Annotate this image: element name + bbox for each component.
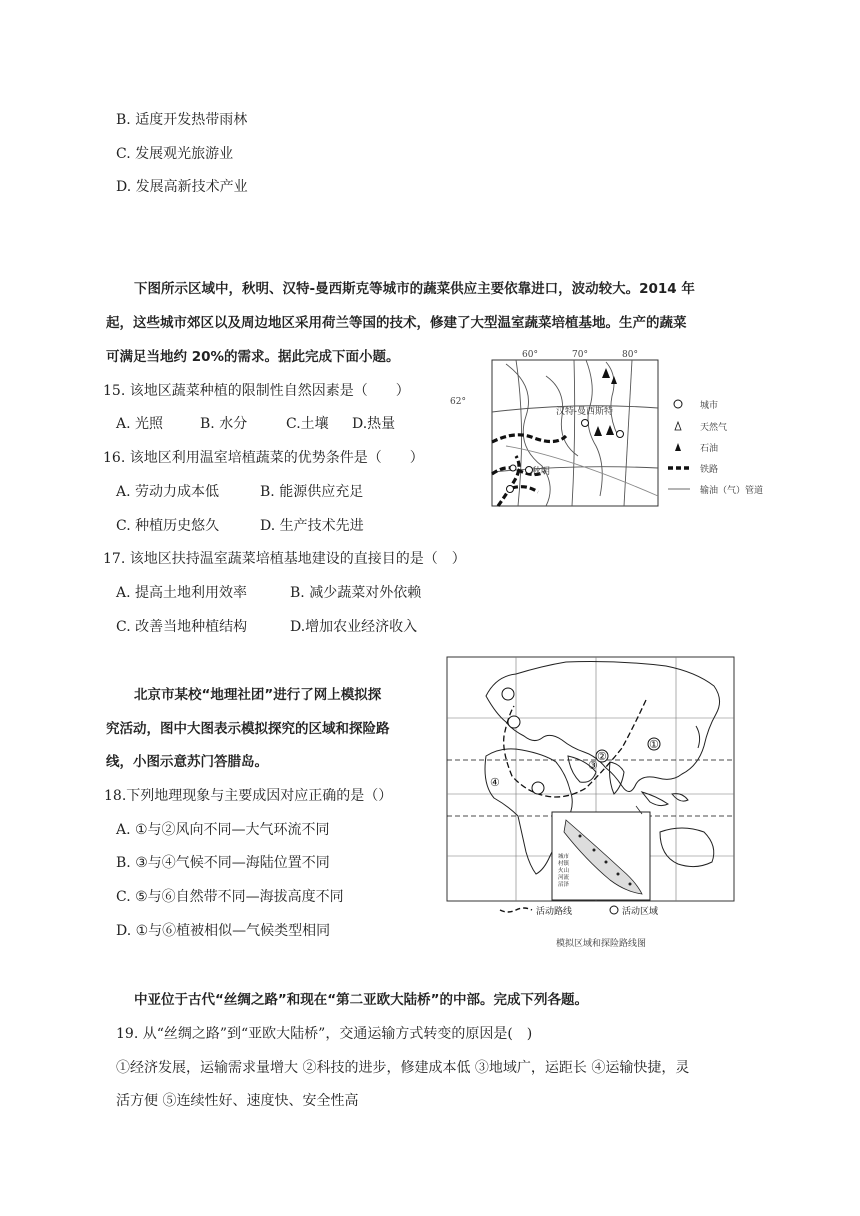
legend-area: 活动区域 xyxy=(622,907,659,917)
lon-label-60: 60° xyxy=(522,350,538,360)
legend-city: 城市 xyxy=(700,401,719,411)
q18-option-a: A. ①与②风向不同—大气环流不同 xyxy=(116,822,330,838)
q17-option-d: D.增加农业经济收入 xyxy=(290,619,418,635)
q18-stem: 18.下列地理现象与主要成因对应正确的是（） xyxy=(104,788,393,804)
map2-caption: 模拟区域和探险路线图 xyxy=(556,939,647,949)
sumatra-inset-map xyxy=(552,812,650,900)
q18-option-d: D. ①与⑥植被相似—气候类型相同 xyxy=(116,923,331,939)
q19-choices-line-1: ①经济发展，运输需求量增大 ②科技的进步，修建成本低 ③地域广，运距长 ④运输快捷，灵 xyxy=(116,1060,690,1076)
marker-1: ① xyxy=(649,738,659,751)
q15-option-d: D.热量 xyxy=(352,416,396,432)
legend-railway: 铁路 xyxy=(700,465,719,475)
exploration-route-map xyxy=(446,656,736,952)
city-label-tyumen: 秋明 xyxy=(532,467,551,477)
lon-label-70: 70° xyxy=(572,350,588,360)
inset-legend-city: 城市 xyxy=(558,854,570,860)
map1-legend xyxy=(668,399,763,496)
marker-4: ④ xyxy=(490,776,500,789)
q18-option-b: B. ③与④气候不同—海陆位置不同 xyxy=(116,855,330,871)
legend-oil: 石油 xyxy=(700,444,719,454)
marker-3: ③ xyxy=(588,759,598,772)
inset-legend-town: 村镇 xyxy=(558,861,570,867)
intro2-line-2: 究活动，图中大图表示模拟探究的区域和探险路 xyxy=(106,721,390,737)
intro3: 中亚位于古代“丝绸之路”和现在“第二亚欧大陆桥”的中部。完成下列各题。 xyxy=(134,992,588,1008)
intro1-line-2: 起，这些城市郊区以及周边地区采用荷兰等国的技术，修建了大型温室蔬菜培植基地。生产的蔬菜 xyxy=(106,315,687,331)
marker-2: ② xyxy=(597,750,607,763)
q14-option-b: B. 适度开发热带雨林 xyxy=(116,112,248,128)
inset-legend-river: 河流 xyxy=(558,875,570,881)
q17-option-a: A. 提高土地利用效率 xyxy=(116,585,248,601)
city-label-khanty-mansiysk: 汉特-曼西斯特 xyxy=(556,407,614,417)
q16-option-c: C. 种植历史悠久 xyxy=(116,518,220,534)
q19-choices-line-2: 活方便 ⑤连续性好、速度快、安全性高 xyxy=(116,1093,359,1109)
lon-label-80: 80° xyxy=(622,350,638,360)
q16-stem: 16. 该地区利用温室培植蔬菜的优势条件是（ ） xyxy=(103,450,424,466)
q19-stem: 19. 从“丝绸之路”到“亚欧大陆桥”，交通运输方式转变的原因是( ) xyxy=(116,1026,533,1042)
q18-option-c: C. ⑤与⑥自然带不同—海拔高度不同 xyxy=(116,889,344,905)
inset-legend-swamp: 沼泽 xyxy=(558,882,570,888)
q15-option-c: C.土壤 xyxy=(286,416,329,432)
intro2-line-1: 北京市某校“地理社团”进行了网上模拟探 xyxy=(134,687,382,703)
q14-option-c: C. 发展观光旅游业 xyxy=(116,146,234,162)
intro2-line-3: 线，小图示意苏门答腊岛。 xyxy=(106,754,268,770)
legend-pipeline: 输油（气）管道 xyxy=(700,486,764,496)
q16-option-d: D. 生产技术先进 xyxy=(260,518,364,534)
q16-option-a: A. 劳动力成本低 xyxy=(116,484,220,500)
q16-option-b: B. 能源供应充足 xyxy=(260,484,364,500)
intro1-line-1: 下图所示区域中，秋明、汉特-曼西斯克等城市的蔬菜供应主要依靠进口，波动较大。2014 年 xyxy=(134,281,695,297)
q15-stem: 15. 该地区蔬菜种植的限制性自然因素是（ ） xyxy=(103,383,410,399)
intro1-line-3: 可满足当地约 20%的需求。据此完成下面小题。 xyxy=(106,349,400,365)
q17-stem: 17. 该地区扶持温室蔬菜培植基地建设的直接目的是（ ） xyxy=(103,551,466,567)
lat-label-62: 62° xyxy=(450,397,466,407)
q17-option-c: C. 改善当地种植结构 xyxy=(116,619,248,635)
q17-option-b: B. 减少蔬菜对外依赖 xyxy=(290,585,422,601)
legend-gas: 天然气 xyxy=(700,423,728,433)
west-siberia-map xyxy=(446,346,766,508)
legend-route: 活动路线 xyxy=(536,907,573,917)
q15-option-b: B. 水分 xyxy=(200,416,248,432)
q14-option-d: D. 发展高新技术产业 xyxy=(116,179,248,195)
inset-legend-volcano: 火山 xyxy=(558,868,570,874)
q15-option-a: A. 光照 xyxy=(116,416,164,432)
